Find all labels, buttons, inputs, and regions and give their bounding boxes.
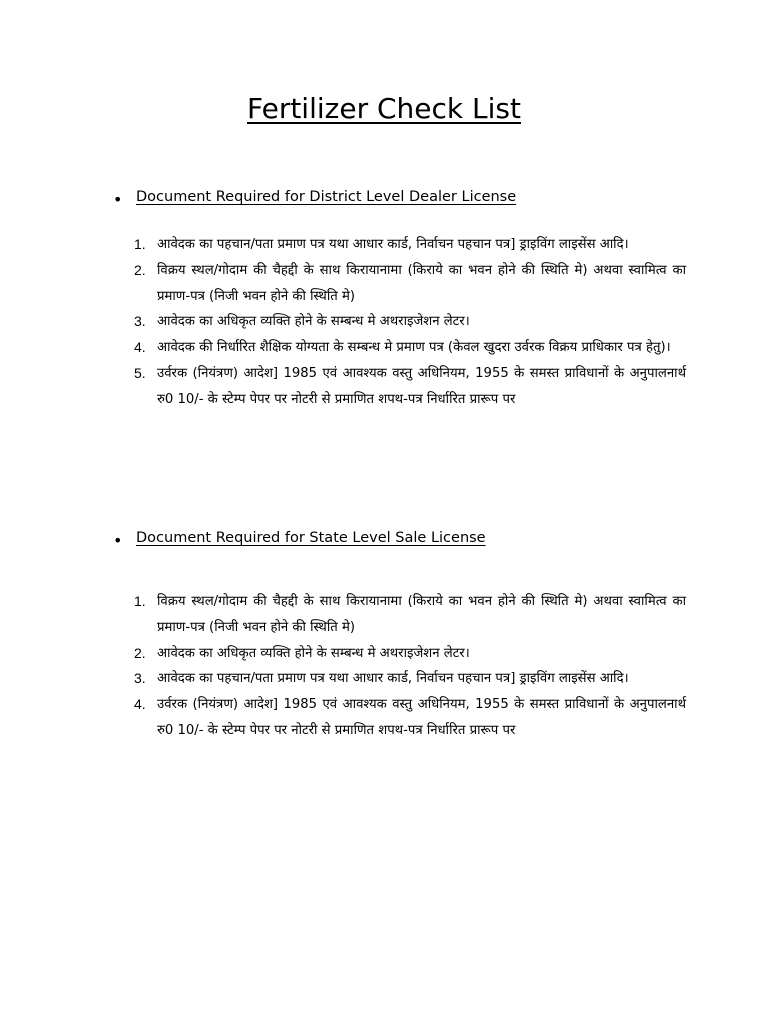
list-item-text: विक्रय स्थल/गोदाम की चैहद्दी के साथ किरायानामा (किराये का भवन होने की स्थिति मे) अथवा स्वामित्व का प्रमाण-पत्र (निजी भवन होने की स्थिति मे) (157, 262, 686, 304)
list-item (0, 641, 768, 667)
list-item-text: आवेदक का पहचान/पता प्रमाण पत्र यथा आधार कार्ड, निर्वाचन पहचान पत्र] ड्राइविंग लाइसेंस आदि। (157, 237, 629, 252)
list-item-number: 2. (134, 644, 146, 661)
section-heading: Document Required for District Level Dealer License (136, 189, 517, 205)
list-item-text: आवेदक का अधिकृत व्यक्ति होने के सम्बन्ध मे अथराइजेशन लेटर। (157, 314, 470, 330)
list-item-number: 1. (134, 236, 146, 252)
document-list (0, 232, 768, 413)
page-title: Fertilizer Check List (247, 92, 521, 125)
list-item (0, 589, 768, 641)
list-item-number: 4. (134, 339, 146, 356)
list-item-number: 1. (134, 593, 146, 609)
list-item-text: आवेदक की निर्धारित शैक्षिक योग्यता के सम्बन्ध मे प्रमाण पत्र (केवल खुदरा उर्वरक विक्रय प्राधिकार पत्र हेतु)। (157, 340, 671, 356)
section-heading-row (0, 527, 768, 551)
list-item (0, 258, 768, 310)
list-item-number: 4. (134, 696, 146, 713)
list-item (0, 666, 768, 692)
list-item-text: विक्रय स्थल/गोदाम की चैहद्दी के साथ किरायानामा (किराये का भवन होने की स्थिति मे) अथवा स्वामित्व का प्रमाण-पत्र (निजी भवन होने की स्थिति मे) (157, 594, 686, 635)
list-item (0, 692, 768, 744)
list-item-text: आवेदक का अधिकृत व्यक्ति होने के सम्बन्ध मे अथराइजेशन लेटर। (157, 645, 470, 661)
list-item-text: उर्वरक (नियंत्रण) आदेश] 1985 एवं आवश्यक वस्तु अधिनियम, 1955 के समस्त प्राविधानों के अनुपालनार्थ रु0 10/- के स्टेम्प पेपर पर नोटरी से प्रमाणित शपथ-पत्र निर्धारित प्रारूप पर (157, 697, 686, 738)
section-district-dealer-license (0, 186, 768, 413)
list-item-number: 2. (134, 261, 146, 278)
section-heading-row (0, 186, 768, 210)
list-item-number: 3. (134, 670, 146, 687)
list-item (0, 309, 768, 335)
list-item-text: उर्वरक (नियंत्रण) आदेश] 1985 एवं आवश्यक वस्तु अधिनियम, 1955 के समस्त प्राविधानों के अनुपालनार्थ रु0 10/- के स्टेम्प पेपर पर नोटरी से प्रमाणित शपथ-पत्र निर्धारित प्रारूप पर (157, 365, 686, 407)
list-item (0, 361, 768, 413)
document-list (0, 589, 768, 744)
list-item-text: आवेदक का पहचान/पता प्रमाण पत्र यथा आधार कार्ड, निर्वाचन पहचान पत्र] ड्राइविंग लाइसेंस आदि। (157, 671, 629, 687)
list-item (0, 335, 768, 361)
bullet-icon: • (113, 531, 123, 550)
section-state-sale-license (0, 527, 768, 744)
list-item-number: 5. (134, 364, 146, 381)
section-heading: Document Required for State Level Sale License (136, 530, 486, 546)
list-item (0, 232, 768, 258)
bullet-icon: • (113, 190, 123, 209)
list-item-number: 3. (134, 313, 146, 330)
